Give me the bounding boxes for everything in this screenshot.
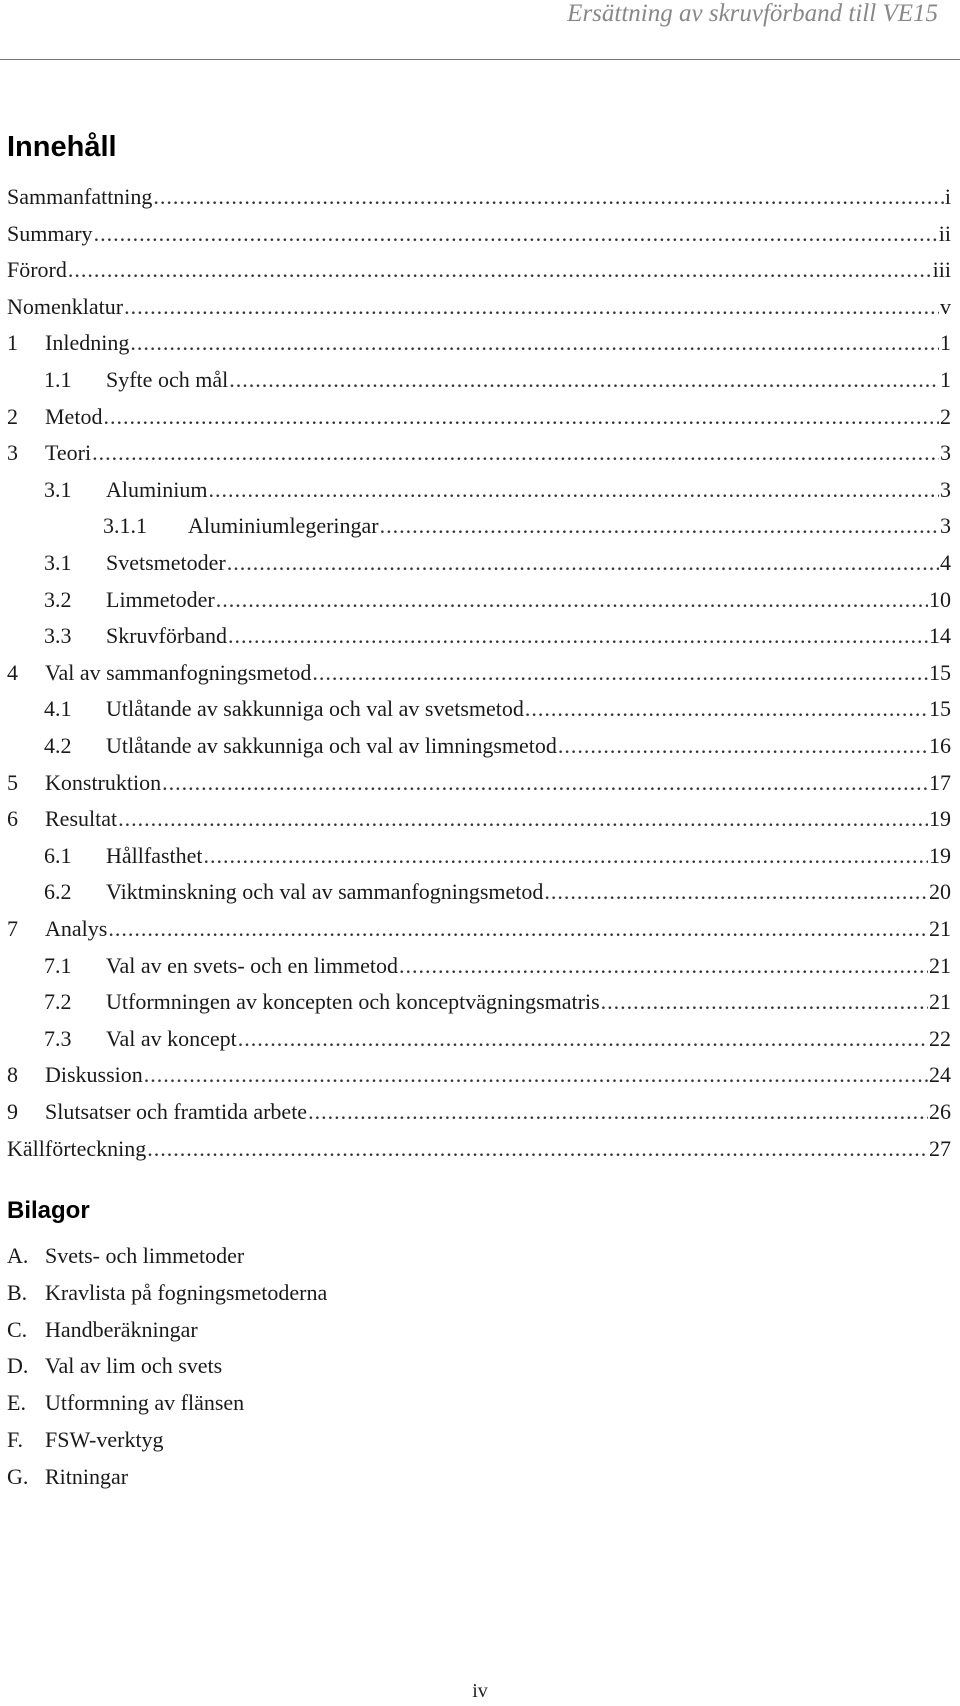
toc-entry-title: Hållfasthet [106,842,203,868]
toc-entry-page: 19 [929,806,951,832]
toc-heading: Innehåll [7,131,117,163]
toc-entry-number: 3.2 [44,586,72,612]
appendix-item-title: Utformning av flänsen [45,1390,245,1416]
toc-entry-number: 2 [7,403,18,429]
toc-entry [44,728,951,764]
toc-entry-title: Diskussion [45,1062,143,1088]
toc-entry-title: Aluminiumlegeringar [188,513,379,539]
toc-dot-leader [204,838,928,874]
toc-entry-title: Resultat [45,806,118,832]
appendix-item [7,1238,244,1274]
toc-entry-title: Slutsatser och framtida arbete [45,1099,308,1124]
toc-entry [44,472,951,508]
toc-entry-title: Viktminskning och val av sammanfogningsmetod [106,879,544,905]
toc-entry-number: 3.1 [44,550,72,575]
appendix-item [7,1312,198,1348]
toc-entry-page: 3 [940,513,951,539]
toc-entry-title: Inledning [45,330,130,356]
toc-entry-title: Val av sammanfogningsmetod [45,659,312,685]
toc-dot-leader [216,582,928,618]
toc-entry-title: Teori [45,440,92,466]
toc-entry-page: 15 [929,696,951,722]
toc-entry [7,801,951,837]
toc-entry-title: Metod [45,403,103,429]
toc-entry-page: 3 [940,440,951,466]
appendix-item [7,1348,222,1384]
toc-dot-leader [227,545,939,581]
toc-entry-title: Aluminium [106,476,208,502]
toc-dot-leader [108,911,928,947]
toc-entry-number: 4.1 [44,696,72,722]
toc-entry-number: 7.3 [44,1025,72,1051]
toc-dot-leader [153,179,943,215]
toc-entry [44,582,951,618]
toc-dot-leader [68,252,932,288]
toc-entry [7,252,951,288]
toc-entry [7,1057,951,1093]
toc-entry [7,911,951,947]
appendix-item-letter: F. [7,1427,23,1452]
toc-entry-page: 14 [929,623,951,649]
toc-entry-number: 6.1 [44,842,72,868]
toc-entry-title: Förord [7,257,67,283]
toc-entry-page: 21 [929,989,951,1015]
toc-entry [44,545,951,581]
toc-entry-page: 19 [929,842,951,868]
toc-dot-leader [399,948,928,984]
toc-dot-leader [525,691,928,727]
toc-dot-leader [103,399,939,435]
toc-entry [7,179,951,215]
toc-entry-title: Syfte och mål [106,367,229,392]
toc-entry-number: 4 [7,659,18,685]
toc-entry-page: 27 [929,1135,951,1161]
toc-entry-title: Utformningen av koncepten och konceptvägningsmatris [106,989,600,1015]
toc-dot-leader [228,618,928,654]
toc-entry-page: 22 [929,1025,951,1051]
toc-entry [44,984,951,1020]
toc-entry [44,691,951,727]
appendix-item [7,1459,128,1495]
toc-dot-leader [544,874,928,910]
toc-entry-number: 3.1.1 [103,513,147,539]
toc-entry-number: 4.2 [44,733,72,758]
appendix-item-title: Ritningar [45,1463,129,1489]
toc-entry-page: 17 [929,769,951,795]
appendix-item-letter: C. [7,1316,28,1342]
toc-entry-number: 7 [7,916,18,941]
toc-entry [44,874,951,910]
toc-dot-leader [380,508,939,544]
running-header-title: Ersättning av skruvförband till VE15 [567,0,938,27]
toc-entry-number: 9 [7,1099,18,1124]
toc-entry-number: 7.2 [44,989,72,1015]
toc-entry-number: 5 [7,769,18,795]
toc-entry-page: 21 [929,916,951,941]
toc-dot-leader [308,1094,928,1130]
toc-dot-leader [124,289,939,325]
toc-entry-number: 3.1 [44,476,72,502]
appendix-item-letter: A. [7,1243,29,1268]
toc-entry [7,325,951,361]
appendix-item [7,1422,164,1458]
toc-dot-leader [238,1021,928,1057]
toc-entry-number: 1.1 [44,367,72,392]
toc-dot-leader [94,216,938,252]
toc-dot-leader [130,325,939,361]
appendix-item-title: Handberäkningar [45,1316,198,1342]
toc-entry [7,435,951,471]
toc-entry-title: Val av en svets- och en limmetod [106,952,399,978]
appendix-item [7,1385,244,1421]
appendix-item-title: FSW-verktyg [45,1427,164,1452]
toc-entry-page: 26 [929,1099,951,1124]
toc-entry-number: 1 [7,330,18,356]
toc-dot-leader [147,1131,928,1167]
toc-entry-page: 24 [929,1062,951,1088]
toc-entry-title: Skruvförband [106,623,227,649]
toc-dot-leader [162,765,928,801]
appendix-item-letter: B. [7,1279,28,1305]
toc-entry-page: i [944,184,951,209]
toc-entry [7,765,951,801]
toc-entry-page: 20 [929,879,951,905]
toc-dot-leader [229,362,939,398]
appendix-item-letter: D. [7,1353,29,1379]
toc-entry [7,216,951,252]
toc-entry-page: 10 [929,586,951,612]
appendix-item-letter: E. [7,1390,26,1416]
appendix-heading: Bilagor [7,1197,90,1224]
toc-entry-title: Analys [45,916,108,941]
toc-entry [44,838,951,874]
appendix-item-title: Kravlista på fogningsmetoderna [45,1279,328,1305]
toc-entry-title: Sammanfattning [7,184,153,209]
toc-dot-leader [118,801,928,837]
page-number: iv [472,1680,488,1702]
toc-entry-title: Utlåtande av sakkunniga och val av svetsmetod [106,696,524,722]
toc-entry-page: 1 [940,330,951,356]
appendix-item-title: Svets- och limmetoder [45,1243,245,1268]
toc-entry-page: 21 [929,952,951,978]
toc-entry-number: 6 [7,806,18,832]
appendix-item-letter: G. [7,1463,29,1489]
header-rule [0,59,960,60]
appendix-item [7,1275,327,1311]
toc-entry-page: 1 [940,367,951,392]
toc-entry-title: Svetsmetoder [106,550,226,575]
toc-dot-leader [558,728,928,764]
toc-entry [44,948,951,984]
toc-entry-title: Summary [7,220,93,246]
toc-entry-title: Utlåtande av sakkunniga och val av limningsmetod [106,733,557,758]
toc-entry-title: Källförteckning [7,1135,147,1161]
toc-entry-title: Limmetoder [106,586,215,612]
toc-entry [7,289,951,325]
appendix-item-title: Val av lim och svets [45,1353,223,1379]
toc-entry [103,508,951,544]
toc-entry-title: Val av koncept [106,1025,237,1051]
toc-entry [7,655,951,691]
toc-entry-number: 7.1 [44,952,72,978]
toc-entry-title: Nomenklatur [7,293,124,319]
toc-entry-number: 3.3 [44,623,72,649]
toc-entry-number: 3 [7,440,18,466]
toc-entry-page: 16 [929,733,951,758]
toc-dot-leader [208,472,939,508]
toc-dot-leader [92,435,939,471]
toc-entry-page: ii [938,220,951,246]
toc-dot-leader [312,655,928,691]
toc-entry-page: 2 [940,403,951,429]
toc-entry-page: 3 [940,476,951,502]
toc-dot-leader [144,1057,928,1093]
toc-entry [44,1021,951,1057]
toc-entry-page: 4 [940,550,951,575]
toc-entry-page: iii [932,257,951,283]
toc-entry-title: Konstruktion [45,769,162,795]
toc-dot-leader [601,984,928,1020]
toc-entry-number: 6.2 [44,879,72,905]
toc-entry-number: 8 [7,1062,18,1088]
toc-entry-page: v [940,293,951,319]
toc-entry [7,1131,951,1167]
toc-entry [44,618,951,654]
toc-entry [7,399,951,435]
toc-entry [44,362,951,398]
toc-entry [7,1094,951,1130]
toc-entry-page: 15 [929,659,951,685]
